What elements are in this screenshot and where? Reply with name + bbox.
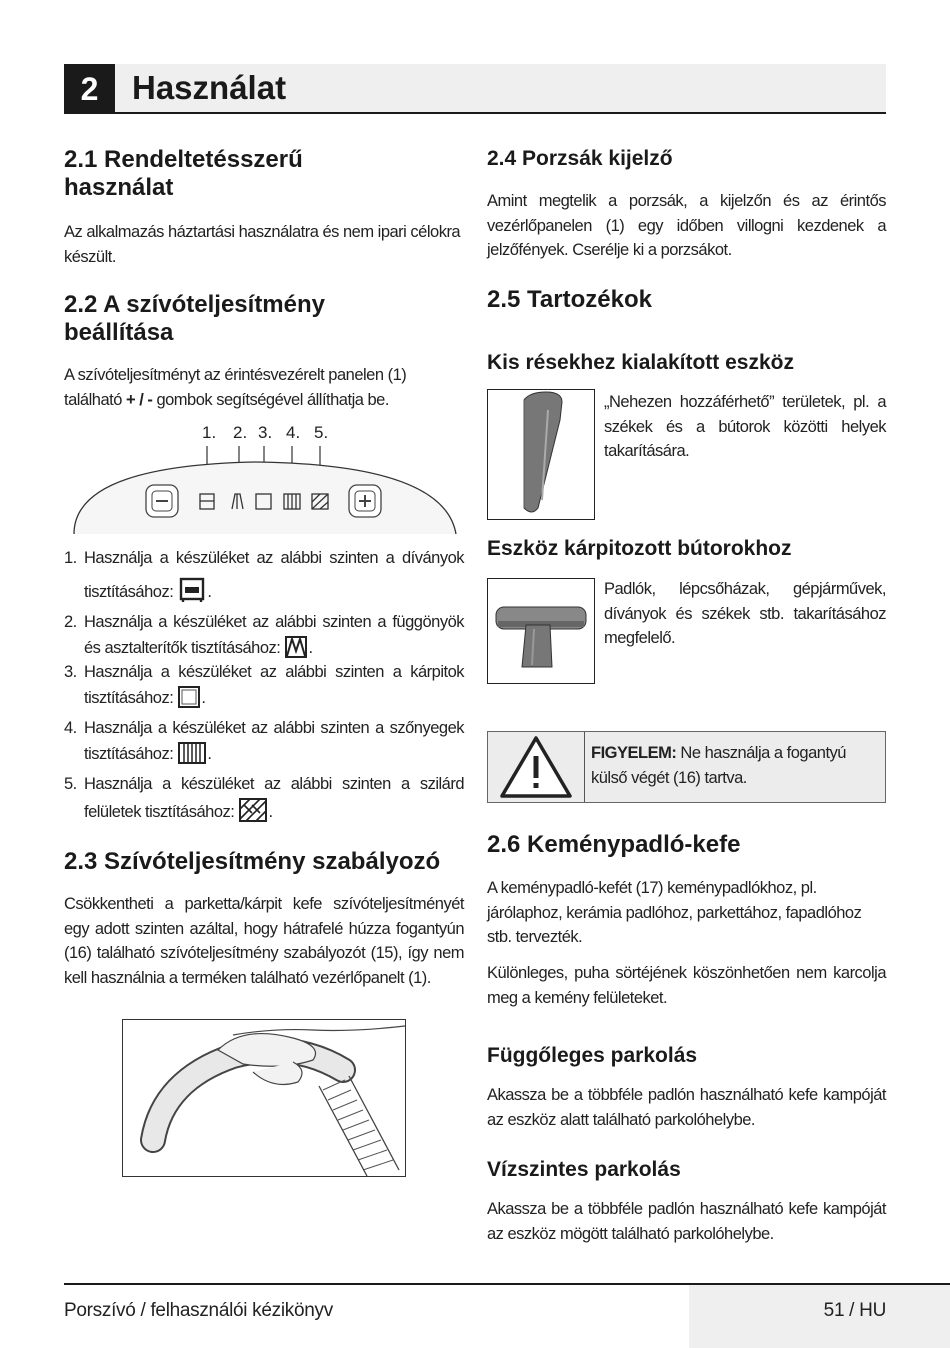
footer-page-background [689, 1285, 950, 1348]
upholstery-tool-image [487, 578, 595, 684]
warning-box [487, 731, 886, 803]
mode-item-4: 4. Használja a készüléket az alábbi szinten a szőnyegek tisztításához: . [64, 716, 464, 766]
mode-item-5-text: Használja a készüléket az alábbi szinten a szilárd felületek tisztításához: [84, 775, 464, 821]
section-2-2-title-line1: 2.2 A szívóteljesítmény [64, 291, 325, 318]
upholstery-tool-body: Padlók, lépcsőházak, gépjárművek, díványok és székek stb. takarításához megfelelő. [604, 580, 886, 647]
section-2-3-body: Csökkentheti a parketta/kárpit kefe szívóteljesítményét egy adott szinten azáltal, hogy hátrafelé húzza fogantyún (16) található szívóteljesítmény szabályozót (15), így nem kell használnia a terméken található vezérlőpanelt (1). [64, 895, 464, 987]
mode-item-1-number: 1. [64, 549, 77, 567]
hard-floor-icon [238, 797, 268, 823]
warning-triangle-icon [488, 732, 585, 802]
chapter-title: Használat [132, 69, 287, 106]
crevice-tool-body: „Nehezen hozzáférhető” területek, pl. a székek és a bútorok közötti helyek takarítására. [604, 393, 886, 460]
footer-page-number: 51 / HU [823, 1300, 886, 1321]
upholstery-tool-title: Eszköz kárpitozott bútorokhoz [487, 537, 792, 560]
mode-item-4-number: 4. [64, 719, 77, 737]
chapter-number: 2 [64, 64, 115, 114]
section-2-2-body-text: A szívóteljesítményt az érintésvezérelt panelen (1) található [64, 366, 407, 409]
warning-label: FIGYELEM: [591, 744, 677, 762]
mode-item-5: 5. Használja a készüléket az alábbi szinten a szilárd felületek tisztításához: . [64, 772, 464, 824]
panel-label-2: 2. [233, 423, 248, 442]
horizontal-parking-body: Akassza be a többféle padlón használható kefe kampóját az eszköz mögött található parkolóhelybe. [487, 1200, 886, 1243]
section-2-6-body2: Különleges, puha sörtéjének köszönhetően nem karcolja meg a kemény felületeket. [487, 964, 886, 1007]
section-2-5-title: 2.5 Tartozékok [487, 286, 652, 313]
upholstery-icon [177, 685, 201, 709]
plus-minus-label: + / - [125, 390, 153, 409]
panel-label-1: 1. [202, 423, 217, 442]
warning-message: Ne használja a fogantyú külső végét (16) tartva. [591, 744, 846, 787]
crevice-tool-image [487, 389, 595, 520]
mode-item-4-text: Használja a készüléket az alábbi szinten a szőnyegek tisztításához: [84, 719, 464, 763]
footer-manual-title: Porszívó / felhasználói kézikönyv [64, 1300, 333, 1321]
crevice-tool-drawing [488, 390, 593, 518]
mode-item-3: 3. Használja a készüléket az alábbi szinten a kárpitok tisztításához: . [64, 660, 464, 710]
curtain-icon [284, 635, 308, 659]
section-2-6-title: 2.6 Keménypadló-kefe [487, 831, 741, 858]
suction-mode-list [64, 543, 464, 824]
carpet-icon [177, 741, 207, 765]
horizontal-parking-title: Vízszintes parkolás [487, 1158, 681, 1181]
panel-label-5: 5. [314, 423, 329, 442]
section-2-2-title [64, 291, 325, 347]
section-2-2-body [64, 363, 464, 412]
panel-label-4: 4. [286, 423, 301, 442]
handle-illustration [122, 1019, 406, 1177]
control-panel-drawing [64, 416, 464, 540]
mode-item-1-text: Használja a készüléket az alábbi szinten a díványok tisztításához: [84, 549, 464, 601]
section-2-4-body: Amint megtelik a porzsák, a kijelzőn és az érintős vezérlőpanelen (1) egy időben villogni kezdenek a jelzőfények. Cserélje ki a porzsákot. [487, 192, 886, 259]
upholstery-tool-drawing [488, 579, 593, 682]
section-2-1-body: Az alkalmazás háztartási használatra és nem ipari célokra készült. [64, 223, 461, 266]
mode-item-3-number: 3. [64, 663, 77, 681]
section-2-2-body-text-end: gombok segítségével állíthatja be. [152, 390, 389, 409]
section-2-3-title: 2.3 Szívóteljesítmény szabályozó [64, 848, 441, 875]
chapter-header [64, 64, 886, 114]
footer-divider [64, 1283, 950, 1285]
control-panel-illustration [64, 416, 464, 540]
section-2-1-title [64, 146, 303, 202]
vertical-parking-title: Függőleges parkolás [487, 1044, 698, 1067]
warning-text [591, 741, 883, 790]
section-2-1-title-line2: használat [64, 174, 174, 201]
panel-label-3: 3. [258, 423, 273, 442]
mode-item-1: 1. Használja a készüléket az alábbi szinten a díványok tisztításához: . [64, 543, 464, 607]
section-2-1-title-line1: 2.1 Rendeltetésszerű [64, 146, 303, 173]
section-2-2-title-line2: beállítása [64, 319, 174, 346]
mode-item-2: 2. Használja a készüléket az alábbi szinten a függönyök és asztalterítők tisztításához: . [64, 610, 464, 660]
mode-item-5-number: 5. [64, 775, 77, 793]
section-2-6-body1: A keménypadló-kefét (17) keménypadlókhoz, pl. járólaphoz, kerámia padlóhoz, parkettához, fapadlóhoz stb. tervezték. [487, 879, 862, 946]
vertical-parking-body: Akassza be a többféle padlón használható kefe kampóját az eszköz alatt található parkolóhelybe. [487, 1086, 886, 1129]
mode-item-3-text: Használja a készüléket az alábbi szinten a kárpitok tisztításához: [84, 663, 464, 707]
mode-item-2-number: 2. [64, 613, 77, 631]
section-2-4-title: 2.4 Porzsák kijelző [487, 147, 673, 170]
suction-handle-drawing [123, 1020, 405, 1176]
sofa-icon [177, 573, 207, 603]
warning-icon-cell [488, 732, 585, 802]
crevice-tool-title: Kis résekhez kialakított eszköz [487, 351, 794, 374]
mode-item-2-text: Használja a készüléket az alábbi szinten a függönyök és asztalterítők tisztításához: [84, 613, 464, 657]
